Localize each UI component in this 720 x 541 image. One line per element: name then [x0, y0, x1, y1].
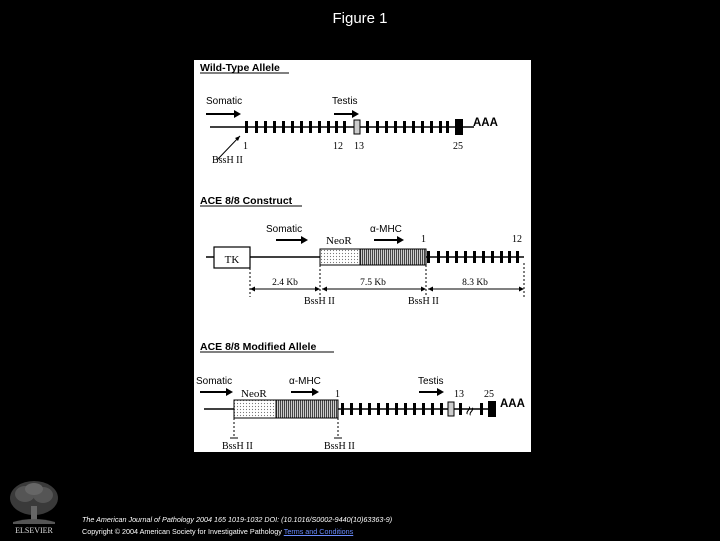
- panel2-neo-cassette: [320, 249, 360, 265]
- panel2-neo-label: NeoR: [326, 235, 352, 247]
- elsevier-wordmark: ELSEVIER: [15, 526, 53, 535]
- panel2-length-a: 2.4 Kb: [272, 278, 298, 288]
- citation-line: The American Journal of Pathology 2004 165 1019-1032 DOI: (10.1016/S0002-9440(10)63363-9): [82, 515, 393, 524]
- panel2-somatic-arrowhead: [301, 236, 308, 244]
- panel3-neo-cassette: [234, 400, 276, 418]
- panel1-exon-12-label: 12: [333, 141, 343, 152]
- panel1-exon-1-label: 1: [243, 141, 248, 152]
- panel1-polya-label: AAA: [473, 117, 498, 129]
- panel3-amhc-label: α-MHC: [289, 376, 321, 387]
- panel3-heading: ACE 8/8 Modified Allele: [200, 341, 317, 353]
- copyright-line: [82, 526, 392, 538]
- panel3-exon-25: [488, 401, 496, 417]
- panel3-exon-13-label: 13: [454, 389, 464, 400]
- panel3-polya-label: AAA: [500, 398, 525, 410]
- panel3-dividers: [234, 418, 338, 438]
- panel3-somatic-label: Somatic: [196, 376, 233, 387]
- panel3-exon-1-label: 1: [335, 389, 340, 400]
- panel1-testis-label: Testis: [332, 96, 358, 107]
- panel3-amhc-arrowhead: [312, 388, 319, 396]
- figure-panel: [194, 60, 531, 452]
- panel-construct: [200, 195, 524, 307]
- panel1-somatic-arrowhead: [234, 110, 241, 118]
- panel3-testis-label: Testis: [418, 376, 444, 387]
- panel3-exon-pre-25: [480, 403, 483, 415]
- panel2-amhc-label: α-MHC: [370, 224, 402, 235]
- panel1-exon-25-label: 25: [453, 141, 463, 152]
- panel1-somatic-label: Somatic: [206, 96, 243, 107]
- panel2-tk-label: TK: [224, 254, 240, 266]
- elsevier-logo: [5, 478, 63, 536]
- panel2-somatic-label: Somatic: [266, 224, 303, 235]
- panel1-testis-arrowhead: [352, 110, 359, 118]
- panel2-amhc-arrowhead: [397, 236, 404, 244]
- footer: [82, 514, 392, 538]
- terms-link[interactable]: Terms and Conditions: [283, 527, 354, 536]
- panel2-bssh-right-label: BssH II: [408, 296, 439, 307]
- panel3-exon-25-label: 25: [484, 389, 494, 400]
- panel3-amhc-promoter: [276, 400, 338, 418]
- panel3-somatic-arrowhead: [226, 388, 233, 396]
- panel3-testis-arrowhead: [437, 388, 444, 396]
- panel1-heading: Wild-Type Allele: [200, 62, 280, 74]
- copyright-text: Copyright © 2004 American Society for Investigative Pathology: [82, 527, 282, 536]
- panel2-amhc-promoter: [360, 249, 426, 265]
- panel-modified-allele: [196, 341, 525, 452]
- panel3-neo-label: NeoR: [241, 388, 267, 400]
- elsevier-tree-icon: [5, 478, 63, 536]
- panel2-exon-12-label: 12: [512, 234, 522, 245]
- panel1-testis-exon-13: [354, 120, 360, 134]
- panel2-heading: ACE 8/8 Construct: [200, 195, 293, 207]
- panel2-length-b: 7.5 Kb: [360, 278, 386, 288]
- panel2-exon-1-label: 1: [421, 234, 426, 245]
- slide-title: Figure 1: [332, 10, 388, 27]
- panel1-exon-13-label: 13: [354, 141, 364, 152]
- panel1-exon-25: [455, 119, 463, 135]
- panel3-break-symbol: ≈: [460, 404, 480, 419]
- panel2-bssh-left-label: BssH II: [304, 296, 335, 307]
- panel2-length-c: 8.3 Kb: [462, 278, 488, 288]
- panel3-bssh-right-label: BssH II: [324, 441, 355, 452]
- panel1-bssh-label: BssH II: [212, 155, 243, 166]
- panel3-bssh-left-label: BssH II: [222, 441, 253, 452]
- panel-wild-type: [200, 62, 498, 166]
- panel3-testis-exon-13: [448, 402, 454, 416]
- gene-diagram: [194, 60, 531, 452]
